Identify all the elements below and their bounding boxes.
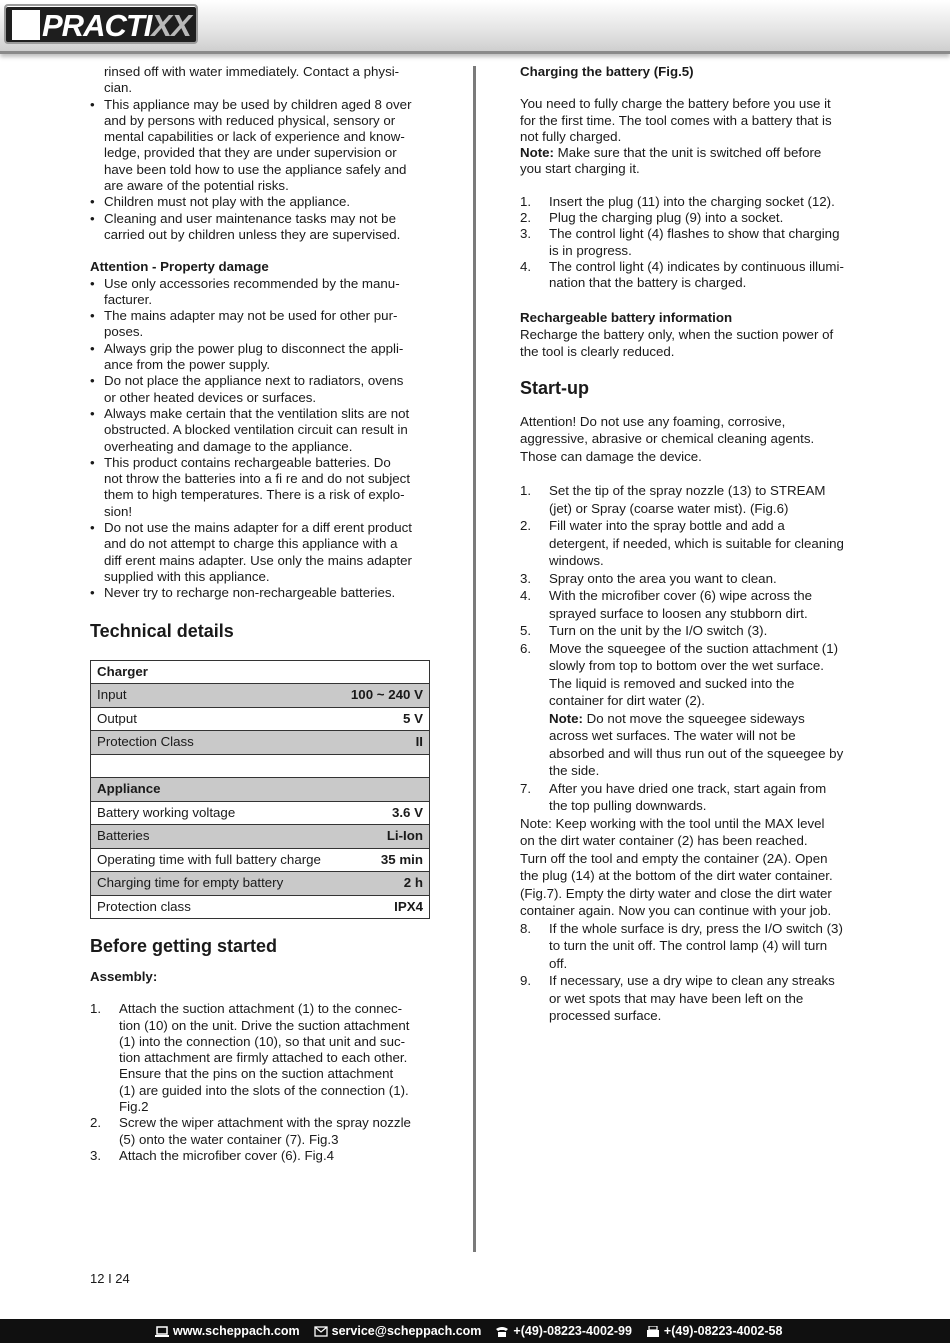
- text-line: facturer.: [104, 291, 153, 307]
- bullet-item: [90, 585, 430, 601]
- step-number: 9.: [520, 973, 532, 989]
- text-line: • The mains adapter may not be used for other pur-: [104, 308, 398, 324]
- assembly-steps: [90, 1001, 430, 1164]
- text-line: absorbed and will thus run out of the squeegee by: [549, 745, 844, 761]
- text-line: The control light (4) flashes to show that charging: [549, 226, 840, 242]
- text-line: tion attachment are firmly attached to each other.: [119, 1050, 408, 1066]
- step-number: 3.: [90, 1147, 102, 1163]
- text-line: Insert the plug (11) into the charging socket (12).: [549, 193, 835, 209]
- text-line: to turn the unit off. The control lamp (4) will turn: [549, 938, 828, 954]
- text-line: nation that the battery is charged.: [549, 275, 747, 291]
- rechargeable-paragraph: [520, 326, 865, 361]
- table-section-row: [91, 778, 430, 802]
- numbered-step: [520, 517, 865, 570]
- text-line: • Never try to recharge non-rechargeable batteries.: [104, 585, 396, 601]
- text-line: and by persons with reduced physical, sensory or: [104, 112, 396, 128]
- table-cell-label: Battery working voltage: [91, 801, 341, 825]
- safety-bullets: [90, 97, 430, 244]
- text-line: the top pulling downwards.: [549, 798, 707, 814]
- text-line: • Always grip the power plug to disconnect the appli-: [104, 340, 404, 356]
- left-column: [90, 64, 430, 1164]
- text-line: off.: [549, 955, 568, 971]
- table-row: [91, 731, 430, 755]
- table-cell-value: 5 V: [340, 707, 429, 731]
- text-line: obstructed. A blocked ventilation circuit can result in: [104, 422, 408, 438]
- page-number: 12 I 24: [90, 1271, 130, 1286]
- bullet-item: [90, 455, 430, 520]
- table-row: [91, 707, 430, 731]
- table-row: [91, 825, 430, 849]
- text-line: • Cleaning and user maintenance tasks may not be: [104, 210, 396, 226]
- text-line: or other heated devices or surfaces.: [104, 389, 317, 405]
- text-line: sion!: [104, 503, 133, 519]
- numbered-step: [520, 570, 865, 588]
- table-row: [91, 684, 430, 708]
- bullet-item: [90, 341, 430, 374]
- text-line: Recharge the battery only, when the suction power of: [520, 326, 834, 342]
- text-line: the plug (14) at the bottom of the dirt water container.: [520, 868, 833, 884]
- charging-note: Note: Make sure that the unit is switched off before: [520, 145, 822, 161]
- text-line: After you have dried one track, start again from: [549, 780, 827, 796]
- bullet-item: [90, 406, 430, 455]
- table-cell-label: Protection Class: [91, 731, 341, 755]
- table-row: [91, 872, 430, 896]
- footer-email[interactable]: service@scheppach.com: [314, 1324, 482, 1338]
- text-line: Screw the wiper attachment with the spray nozzle: [119, 1115, 411, 1131]
- text-line: • Do not place the appliance next to radiators, ovens: [104, 373, 404, 389]
- text-line: (1) into the connection (10), so that unit and suc-: [119, 1033, 406, 1049]
- text-line: The control light (4) indicates by continuous illumi-: [549, 258, 844, 274]
- numbered-step: [90, 1148, 430, 1164]
- numbered-step: [520, 780, 865, 815]
- charging-paragraph: [520, 96, 865, 145]
- text-line: or wet spots that may have been left on the: [549, 990, 804, 1006]
- step-number: 3.: [520, 570, 532, 586]
- text-line: carried out by children unless they are supervised.: [104, 226, 401, 242]
- text-line: • Do not use the mains adapter for a diff erent product: [104, 520, 412, 536]
- text-line: Ensure that the pins on the suction attachment: [119, 1066, 394, 1082]
- text-line: (Fig.7). Empty the dirty water and close the dirt water: [520, 885, 832, 901]
- table-cell-value: Li-Ion: [340, 825, 429, 849]
- bullet-item: [90, 211, 430, 244]
- assembly-heading: Assembly:: [90, 969, 158, 984]
- bullet-item: [90, 97, 430, 195]
- technical-details-heading: Technical details: [90, 620, 234, 641]
- text-line: is in progress.: [549, 242, 632, 258]
- step-number: 1.: [520, 193, 532, 209]
- numbered-step: [520, 194, 865, 210]
- startup-heading: Start-up: [520, 377, 589, 398]
- startup-note-paragraph: [520, 815, 865, 920]
- text-line: Spray onto the area you want to clean.: [549, 570, 777, 586]
- text-line: Move the squeegee of the suction attachment (1): [549, 640, 839, 656]
- text-line: windows.: [549, 553, 604, 569]
- table-row: [91, 895, 430, 919]
- numbered-step: [520, 210, 865, 226]
- rechargeable-heading: Rechargeable battery information: [520, 309, 733, 325]
- numbered-step: [520, 640, 865, 710]
- logo-home-text: HOME: [13, 30, 33, 36]
- startup-step-7: [520, 780, 865, 815]
- text-line: overheating and damage to the appliance.: [104, 438, 353, 454]
- table-cell-value: 3.6 V: [340, 801, 429, 825]
- text-line: processed surface.: [549, 1008, 662, 1024]
- text-line: (5) onto the water container (7). Fig.3: [119, 1131, 339, 1147]
- numbered-step: [520, 622, 865, 640]
- text-line: • This appliance may be used by children aged 8 over: [104, 96, 412, 112]
- startup-steps-b: [520, 920, 865, 1025]
- page-footer: [0, 1319, 950, 1343]
- step-number: 2.: [90, 1115, 102, 1131]
- text-line: supplied with this appliance.: [104, 568, 270, 584]
- text-line: ance from the power supply.: [104, 357, 271, 373]
- footer-website[interactable]: www.scheppach.com: [155, 1324, 300, 1338]
- bullet-item: [90, 276, 430, 309]
- text-line: aggressive, abrasive or chemical cleaning agents.: [520, 431, 815, 447]
- table-cell-value: 2 h: [340, 872, 429, 896]
- table-cell-value: II: [340, 731, 429, 755]
- numbered-step: [520, 259, 865, 292]
- step6-note: Note: Do not move the squeegee sideways across wet surfaces. The water will not be absorbed and will thus run out of the squeegee by the side.: [520, 710, 865, 780]
- table-cell-label: Charging time for empty battery: [91, 872, 341, 896]
- fax-icon: [646, 1326, 660, 1337]
- text-line: • Use only accessories recommended by the manu-: [104, 275, 400, 291]
- column-divider: [473, 66, 476, 1252]
- text-line: have been told how to use the appliance safely and: [104, 161, 407, 177]
- startup-attention: [520, 413, 865, 466]
- charging-note-line2: you start charging it.: [520, 161, 640, 177]
- text-line: ledge, provided that they are under supervision or: [104, 145, 397, 161]
- footer-phone[interactable]: +(49)-08223-4002-99: [495, 1324, 632, 1338]
- text-line: You need to fully charge the battery before you use it: [520, 96, 831, 112]
- property-bullets: [90, 276, 430, 602]
- text-line: Note: Keep working with the tool until the MAX level: [520, 815, 825, 831]
- numbered-step: [520, 972, 865, 1025]
- startup-steps-a: [520, 482, 865, 710]
- table-spacer-row: [91, 754, 430, 778]
- step-number: 8.: [520, 920, 532, 936]
- text-line: If necessary, use a dry wipe to clean any streaks: [549, 973, 835, 989]
- intro-continuation: [90, 64, 430, 97]
- before-getting-started-heading: Before getting started: [90, 936, 278, 956]
- bullet-item: [90, 194, 430, 210]
- step-number: 2.: [520, 518, 532, 534]
- text-line: • This product contains rechargeable batteries. Do: [104, 454, 391, 470]
- text-line: them to high temperatures. There is a risk of explo-: [104, 487, 405, 503]
- table-cell-label: Batteries: [91, 825, 341, 849]
- text-line: sprayed surface to loosen any stubborn dirt.: [549, 605, 808, 621]
- table-row: [91, 848, 430, 872]
- text-line: diff erent mains adapter. Use only the mains adapter: [104, 552, 412, 568]
- text-line: are aware of the potential risks.: [104, 178, 289, 194]
- text-line: Turn on the unit by the I/O switch (3).: [549, 623, 768, 639]
- text-line: for the first time. The tool comes with a battery that is: [520, 112, 832, 128]
- bullet-item: [90, 308, 430, 341]
- table-cell-value: 100 ~ 240 V: [340, 684, 429, 708]
- text-line: (jet) or Spray (coarse water mist). (Fig.6): [549, 500, 789, 516]
- text-line: If the whole surface is dry, press the I/O switch (3): [549, 920, 843, 936]
- page-header: [0, 0, 950, 54]
- text-line: slowly from top to bottom over the wet surface.: [549, 658, 824, 674]
- text-line: container again. Now you can continue with your job.: [520, 903, 832, 919]
- charging-heading: Charging the battery (Fig.5): [520, 64, 694, 79]
- table-cell-label: Output: [91, 707, 341, 731]
- step-number: 4.: [520, 588, 532, 604]
- numbered-step: [90, 1115, 430, 1148]
- text-line: cian.: [104, 80, 133, 96]
- text-line: the tool is clearly reduced.: [520, 344, 675, 360]
- table-cell-value: 35 min: [340, 848, 429, 872]
- step-number: 6.: [520, 640, 532, 656]
- numbered-step: [520, 482, 865, 517]
- text-line: across wet surfaces. The water will not be: [549, 728, 796, 744]
- text-line: Attach the microfiber cover (6). Fig.4: [119, 1147, 335, 1163]
- step-number: 1.: [90, 1001, 102, 1017]
- text-line: Attention! Do not use any foaming, corrosive,: [520, 413, 786, 429]
- text-line: not throw the batteries into a fi re and do not subject: [104, 471, 411, 487]
- text-line: not fully charged.: [520, 128, 622, 144]
- step-number: 3.: [520, 226, 532, 242]
- text-line: mental capabilities or lack of experience and know-: [104, 129, 405, 145]
- technical-table: [90, 660, 430, 920]
- text-line: Set the tip of the spray nozzle (13) to STREAM: [549, 483, 826, 499]
- table-row: [91, 801, 430, 825]
- step-number: 1.: [520, 483, 532, 499]
- table-cell-value: IPX4: [340, 895, 429, 919]
- table-section-title: Appliance: [91, 778, 430, 802]
- numbered-step: [520, 226, 865, 259]
- numbered-step: [520, 920, 865, 973]
- text-line: tion (10) on the unit. Drive the suction attachment: [119, 1017, 410, 1033]
- text-line: Plug the charging plug (9) into a socket.: [549, 210, 784, 226]
- footer-fax[interactable]: +(49)-08223-4002-58: [646, 1324, 783, 1338]
- computer-icon: [155, 1326, 169, 1337]
- step-number: 5.: [520, 623, 532, 639]
- right-column: [520, 64, 865, 1025]
- practixx-logo: [4, 4, 198, 44]
- text-line: Turn off the tool and empty the container (2A). Open: [520, 850, 828, 866]
- text-line: Fig.2: [119, 1099, 149, 1115]
- table-section-title: Charger: [91, 660, 430, 684]
- text-line: the side.: [549, 763, 600, 779]
- bullet-item: [90, 520, 430, 585]
- text-line: • Always make certain that the ventilation slits are not: [104, 405, 410, 421]
- table-cell-label: Operating time with full battery charge: [91, 848, 341, 872]
- step-number: 4.: [520, 258, 532, 274]
- numbered-step: [520, 587, 865, 622]
- text-line: container for dirt water (2).: [549, 693, 705, 709]
- step-number: 7.: [520, 780, 532, 796]
- table-cell-label: Input: [91, 684, 341, 708]
- logo-text: PRACTIXX: [42, 8, 191, 43]
- text-line: on the dirt water container (2) has been reached.: [520, 833, 808, 849]
- text-line: rinsed off with water immediately. Contact a physi-: [104, 64, 400, 79]
- numbered-step: [90, 1001, 430, 1115]
- table-section-row: [91, 660, 430, 684]
- text-line: The liquid is removed and sucked into the: [549, 675, 795, 691]
- text-line: • Children must not play with the appliance.: [104, 194, 351, 210]
- property-damage-heading: Attention - Property damage: [90, 259, 269, 275]
- step-number: 2.: [520, 210, 532, 226]
- text-line: With the microfiber cover (6) wipe across the: [549, 588, 813, 604]
- phone-icon: [495, 1326, 509, 1337]
- text-line: poses.: [104, 324, 144, 340]
- text-line: Fill water into the spray bottle and add a: [549, 518, 785, 534]
- charging-steps: [520, 194, 865, 292]
- text-line: and do not attempt to charge this appliance with a: [104, 536, 398, 552]
- text-line: (1) are guided into the slots of the connection (1).: [119, 1082, 409, 1098]
- text-line: detergent, if needed, which is suitable for cleaning: [549, 535, 844, 551]
- bullet-item: [90, 373, 430, 406]
- mail-icon: [314, 1326, 328, 1337]
- table-cell-label: Protection class: [91, 895, 341, 919]
- text-line: Attach the suction attachment (1) to the connec-: [119, 1001, 403, 1017]
- text-line: Those can damage the device.: [520, 448, 702, 464]
